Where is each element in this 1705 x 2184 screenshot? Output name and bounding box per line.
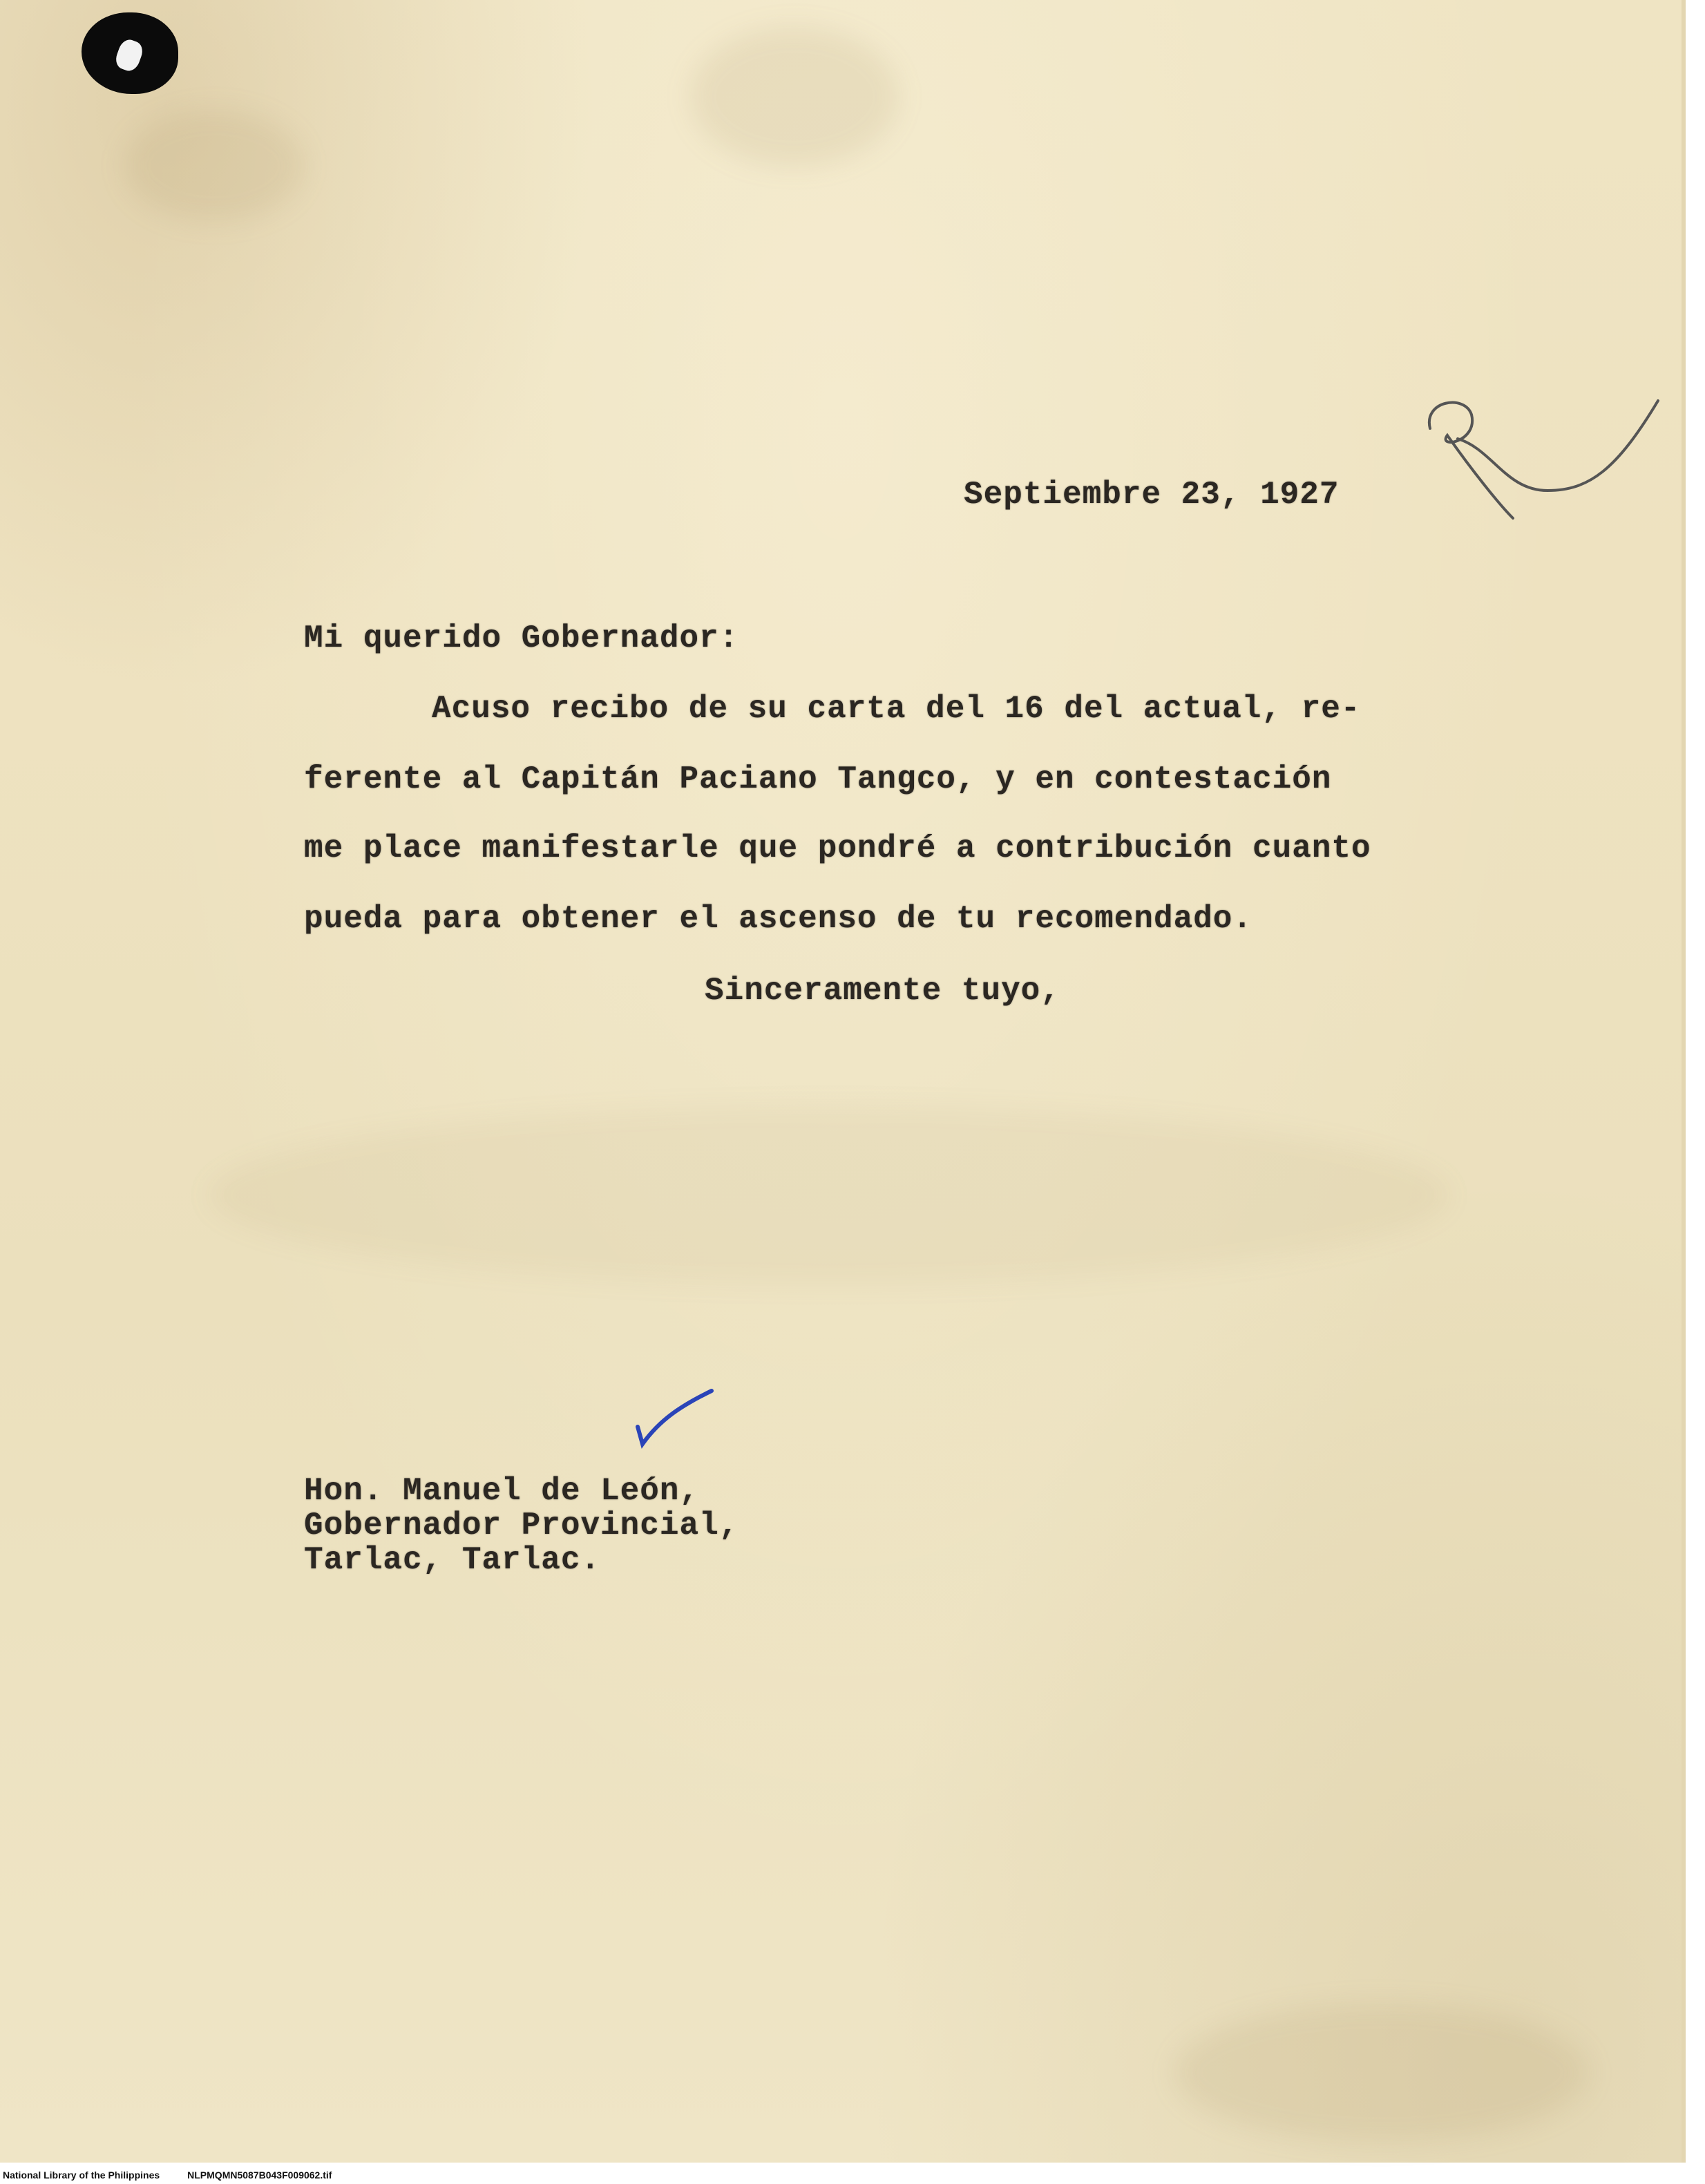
body-line: pueda para obtener el ascenso de tu recomendado. [304, 901, 1253, 937]
paper-stain [207, 1105, 1451, 1285]
footer-institution: National Library of the Philippines [3, 2169, 160, 2181]
body-line: Acuso recibo de su carta del 16 del actual, re- [432, 691, 1361, 727]
body-line: me place manifestarle que pondré a contribución cuanto [304, 830, 1371, 866]
letter-date: Septiembre 23, 1927 [964, 477, 1340, 513]
letter-closing: Sinceramente tuyo, [705, 973, 1060, 1009]
paper-stain [124, 111, 304, 221]
paper-stain [691, 28, 898, 166]
recipient-location: Tarlac, Tarlac. [304, 1542, 601, 1578]
paper-stain [1174, 2004, 1589, 2142]
footer-file-id: NLPMQMN5087B043F009062.tif [187, 2169, 332, 2181]
punch-hole [82, 12, 178, 94]
letter-salutation: Mi querido Gobernador: [304, 620, 739, 656]
scan-footer [3, 2169, 359, 2181]
recipient-title: Gobernador Provincial, [304, 1508, 739, 1544]
recipient-name: Hon. Manuel de León, [304, 1473, 700, 1509]
body-line: ferente al Capitán Paciano Tangco, y en contestación [304, 761, 1332, 797]
check-mark-icon [625, 1385, 722, 1461]
pencil-mark-icon [1409, 387, 1672, 539]
